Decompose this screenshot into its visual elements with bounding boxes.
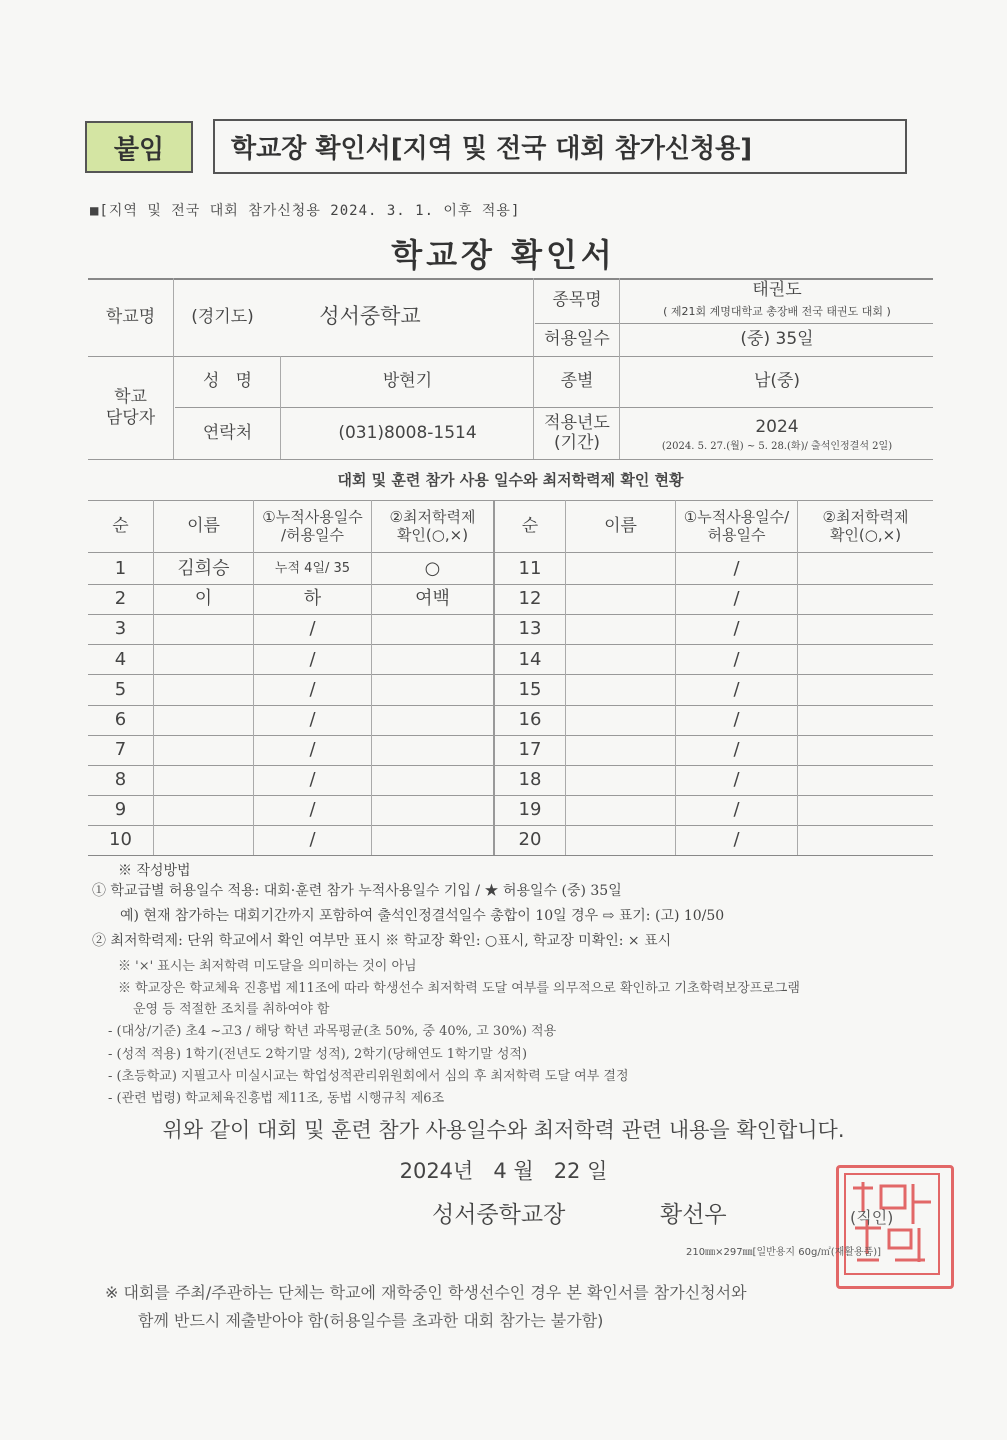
- row-days: /: [733, 799, 740, 821]
- row-days: /: [309, 829, 316, 851]
- row-number: 2: [114, 588, 127, 610]
- row-check: [798, 765, 933, 795]
- school-region: (경기도): [191, 306, 254, 327]
- contact-label: 연락처: [202, 422, 253, 443]
- row-check: [798, 554, 933, 584]
- row-check: [372, 825, 493, 855]
- row-days: /: [309, 768, 316, 790]
- row-days: /: [733, 708, 740, 730]
- row-check: [372, 644, 493, 674]
- row-days: /: [309, 708, 316, 730]
- row-name: [154, 735, 253, 765]
- confirmation-statement: 위와 같이 대회 및 훈련 참가 사용일수와 최저학력 관련 내용을 확인합니다.: [162, 1118, 845, 1142]
- row-number: 14: [518, 648, 542, 670]
- row-number: 13: [518, 618, 542, 640]
- row-number: 3: [114, 618, 127, 640]
- row-check: [798, 825, 933, 855]
- row-days: /: [309, 618, 316, 640]
- applicability-note: ■[지역 및 전국 대회 참가신청용 2024. 3. 1. 이후 적용]: [90, 203, 521, 219]
- row-check: [798, 705, 933, 735]
- row-days: /: [733, 738, 740, 760]
- row-days: /: [733, 678, 740, 700]
- row-number: 7: [114, 738, 127, 760]
- row-check: [372, 765, 493, 795]
- staff-name: 방현기: [382, 371, 433, 392]
- row-days: /: [733, 558, 740, 580]
- notes-line-10: - (관련 법령) 학교체육진흥법 제11조, 동법 시행규칙 제6조: [108, 1091, 445, 1106]
- notes-line-2: 예) 현재 참가하는 대회기간까지 포함하여 출석인정결석일수 총합이 10일 경우 ⇨ 표기: (고) 10/50: [120, 908, 725, 924]
- row-number: 5: [114, 678, 127, 700]
- paper-spec: 210㎜×297㎜[일반용지 60g/㎡(재활용품)]: [686, 1247, 882, 1258]
- row-number: 20: [518, 829, 542, 851]
- table-caption: 대회 및 훈련 참가 사용 일수와 최저학력제 확인 현황: [337, 471, 684, 489]
- row-name: [566, 644, 675, 674]
- row-name: [566, 705, 675, 735]
- row-number: 11: [518, 558, 542, 580]
- row-name: [566, 584, 675, 614]
- row-check: [372, 705, 493, 735]
- header-name: 이름: [187, 515, 220, 536]
- notes-title: ※ 작성방법: [118, 863, 191, 879]
- staff-label: 학교 담당자: [105, 387, 156, 428]
- row-check: ○: [424, 558, 441, 580]
- notes-line-3: ② 최저학력제: 단위 학교에서 확인 여부만 표시 ※ 학교장 확인: ○표시, 학교장 미확인: × 표시: [92, 933, 672, 949]
- row-number: 12: [518, 588, 542, 610]
- row-number: 1: [114, 558, 127, 580]
- info-vline: [173, 278, 174, 459]
- row-days: /: [309, 799, 316, 821]
- row-check: [798, 614, 933, 644]
- event-label: 종목명: [552, 290, 602, 311]
- row-check: [372, 735, 493, 765]
- row-check: [798, 644, 933, 674]
- row-check: [798, 735, 933, 765]
- row-check: [372, 614, 493, 644]
- row-check: [798, 584, 933, 614]
- signer-name: 황선우: [660, 1202, 727, 1228]
- row-number: 16: [518, 708, 542, 730]
- row-number: 17: [518, 738, 542, 760]
- notes-line-8: - (성적 적용) 1학기(전년도 2학기말 성적), 2학기(당해연도 1학기말 성적): [108, 1047, 528, 1062]
- row-days: 하: [303, 588, 322, 610]
- header-title: 학교장 확인서[지역 및 전국 대회 참가신청용]: [213, 119, 907, 174]
- seal-mark: (직인): [850, 1208, 894, 1227]
- row-name: [566, 735, 675, 765]
- attachment-badge: 붙임: [85, 121, 193, 173]
- contact-value: (031)8008-1514: [338, 422, 477, 443]
- row-number: 10: [109, 829, 132, 851]
- event-detail: ( 제21회 계명대학교 총장배 전국 태권도 대회 ): [663, 305, 891, 319]
- row-number: 4: [114, 648, 127, 670]
- row-check: [372, 795, 493, 825]
- notes-line-7: - (대상/기준) 초4 ~고3 / 해당 학년 과목평균(초 50%, 중 40%, 고 30%) 적용: [108, 1024, 557, 1039]
- row-check: [798, 674, 933, 704]
- row-name: [154, 765, 253, 795]
- notes-line-4: ※ '×' 표시는 최저학력 미도달을 의미하는 것이 아님: [118, 959, 417, 974]
- allowed-days-value: (중) 35일: [740, 329, 814, 350]
- table-header-border: [88, 552, 933, 553]
- school-label: 학교명: [105, 306, 156, 327]
- header-academic: ②최저학력제 확인(○,×): [389, 508, 476, 544]
- row-name: [154, 795, 253, 825]
- allowed-days-label: 허용일수: [544, 329, 610, 350]
- header-seq-2: 순: [521, 515, 539, 536]
- row-name: [566, 674, 675, 704]
- row-days: /: [309, 678, 316, 700]
- header-days-2: ①누적사용일수/ 허용일수: [683, 508, 790, 544]
- gender-value: 남(중): [753, 371, 801, 392]
- notes-line-1: ① 학교급별 허용일수 적용: 대회·훈련 참가 누적사용일수 기입 / ★ 허용일수 (중) 35일: [92, 883, 622, 899]
- info-vline: [619, 278, 620, 459]
- row-number: 15: [518, 678, 542, 700]
- name-label: 성 명: [202, 371, 253, 392]
- footer-line-2: 함께 반드시 제출받아야 함(허용일수를 초과한 대회 참가는 불가함): [138, 1311, 604, 1330]
- info-line: [88, 459, 933, 460]
- row-days: /: [733, 588, 740, 610]
- info-vline: [533, 278, 534, 459]
- row-days: /: [733, 648, 740, 670]
- header-days: ①누적사용일수 /허용일수: [262, 508, 363, 544]
- notes-line-6: 운영 등 적절한 조치를 취하여야 함: [133, 1002, 330, 1017]
- year-value: 2024: [755, 416, 799, 437]
- header-academic-2: ②최저학력제 확인(○,×): [822, 508, 909, 544]
- row-check: 여백: [415, 588, 450, 610]
- event-value: 태권도: [752, 279, 802, 300]
- year-detail: (2024. 5. 27.(월) ~ 5. 28.(화)/ 출석인정결석 2일): [661, 441, 893, 452]
- row-name: [566, 554, 675, 584]
- row-name: [154, 825, 253, 855]
- row-days: /: [309, 648, 316, 670]
- header-name-2: 이름: [604, 515, 637, 536]
- row-line: [88, 855, 933, 856]
- notes-line-5: ※ 학교장은 학교체육 진흥법 제11조에 따라 학생선수 최저학력 도달 여부를 의무적으로 확인하고 기초학력보장프로그램: [118, 981, 800, 996]
- school-name: 성서중학교: [319, 304, 421, 329]
- row-number: 8: [114, 768, 127, 790]
- row-number: 19: [518, 799, 542, 821]
- signer-title: 성서중학교장: [432, 1202, 566, 1228]
- row-name: [154, 644, 253, 674]
- document-title: 학교장 확인서: [391, 236, 616, 274]
- issue-date: 2024년 4 월 22 일: [399, 1159, 608, 1183]
- row-days: 누적 4일/ 35: [274, 561, 351, 577]
- row-name: 이: [194, 588, 213, 610]
- row-name: [566, 795, 675, 825]
- row-number: 9: [114, 799, 127, 821]
- row-check: [798, 795, 933, 825]
- row-name: 김희승: [177, 558, 230, 580]
- row-days: /: [309, 738, 316, 760]
- row-name: [154, 705, 253, 735]
- info-vline: [280, 356, 281, 459]
- notes-line-9: - (초등학교) 지필고사 미실시교는 학업성적관리위원회에서 심의 후 최저학력 도달 여부 결정: [108, 1069, 629, 1084]
- row-check: [372, 674, 493, 704]
- year-label: 적용년도 (기간): [544, 412, 610, 453]
- row-number: 18: [518, 768, 542, 790]
- row-number: 6: [114, 708, 127, 730]
- row-name: [566, 614, 675, 644]
- row-name: [154, 614, 253, 644]
- row-name: [566, 825, 675, 855]
- header-seq: 순: [112, 515, 129, 536]
- row-days: /: [733, 618, 740, 640]
- row-days: /: [733, 768, 740, 790]
- gender-label: 종별: [560, 371, 594, 392]
- footer-line-1: ※ 대회를 주최/주관하는 단체는 학교에 재학중인 학생선수인 경우 본 확인서를 참가신청서와: [105, 1283, 747, 1302]
- row-days: /: [733, 829, 740, 851]
- row-name: [566, 765, 675, 795]
- row-name: [154, 674, 253, 704]
